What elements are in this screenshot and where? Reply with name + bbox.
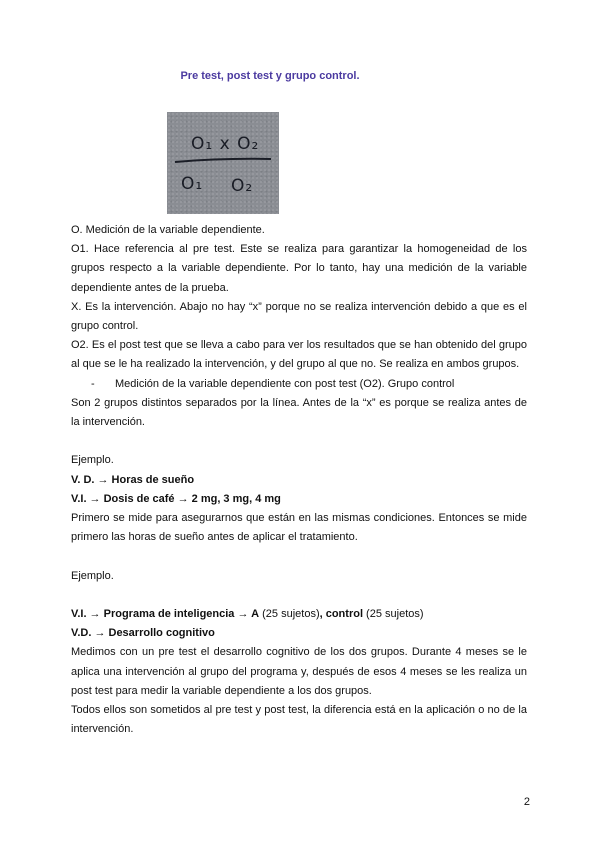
- paragraph-o2: O2. Es el post test que se lleva a cabo para ver los resultados que se han obtenido del grupo al que se le ha realizado la intervención, y del grupo al que no. Se realiza en ambos grupos.: [71, 339, 527, 371]
- example-2-vd: V.D. → Desarrollo cognitivo: [71, 627, 215, 640]
- example-label-2: Ejemplo.: [71, 569, 114, 582]
- example-2-vi-count-b: (25 sujetos): [363, 608, 424, 621]
- diagram-bottom-right: O₂: [231, 176, 254, 196]
- document-body: [71, 221, 527, 739]
- bullet-item: [71, 375, 527, 394]
- example-2-vi-control: , control: [319, 608, 363, 621]
- paragraph-groups: Son 2 grupos distintos separados por la línea. Antes de la “x” es porque se realiza antes de la intervención.: [71, 396, 527, 429]
- diagram-bottom-left: O₁: [181, 174, 204, 194]
- example-2-vi: [71, 605, 527, 624]
- handwritten-diagram-image: [167, 112, 279, 214]
- paragraph-example-2: Medimos con un pre test el desarrollo cognitivo de los dos grupos. Durante 4 meses se le aplica una intervención al grupo del programa y, después de esos 4 meses se les realiza un post test para medir la variable dependiente a los dos grupos.: [71, 646, 527, 697]
- paragraph-x: X. Es la intervención. Abajo no hay “x” porque no se realiza intervención debido a que es el grupo control.: [71, 300, 527, 333]
- paragraph-o1: O1. Hace referencia al pre test. Este se realiza para garantizar la homogeneidad de los grupos respecto a la variable dependiente. Por lo tanto, hay una medición de la variable dependiente antes de la prueba.: [71, 243, 527, 294]
- paragraph-example-1: Primero se mide para asegurarnos que están en las mismas condiciones. Entonces se mide primero las horas de sueño antes de aplicar el tratamiento.: [71, 512, 527, 544]
- example-2-vi-count-a: (25 sujetos): [259, 608, 320, 621]
- example-1-vi: V.I. → Dosis de café → 2 mg, 3 mg, 4 mg: [71, 492, 281, 505]
- bullet-text: Medición de la variable dependiente con post test (O2). Grupo control: [115, 377, 455, 390]
- example-label-1: Ejemplo.: [71, 454, 114, 467]
- section-title: Pre test, post test y grupo control.: [180, 70, 360, 82]
- diagram-top-formula: O₁ x O₂: [191, 134, 260, 154]
- page-number: 2: [523, 796, 530, 808]
- example-1-vd: V. D. → Horas de sueño: [71, 473, 195, 486]
- paragraph-conclusion: Todos ellos son sometidos al pre test y post test, la diferencia está en la aplicación o no de la intervención.: [71, 704, 527, 736]
- bullet-dash: -: [91, 377, 95, 390]
- diagram-divider-line: [167, 112, 279, 214]
- example-2-vi-label: V.I. → Programa de inteligencia → A: [71, 608, 260, 621]
- paragraph-o: O. Medición de la variable dependiente.: [71, 224, 265, 236]
